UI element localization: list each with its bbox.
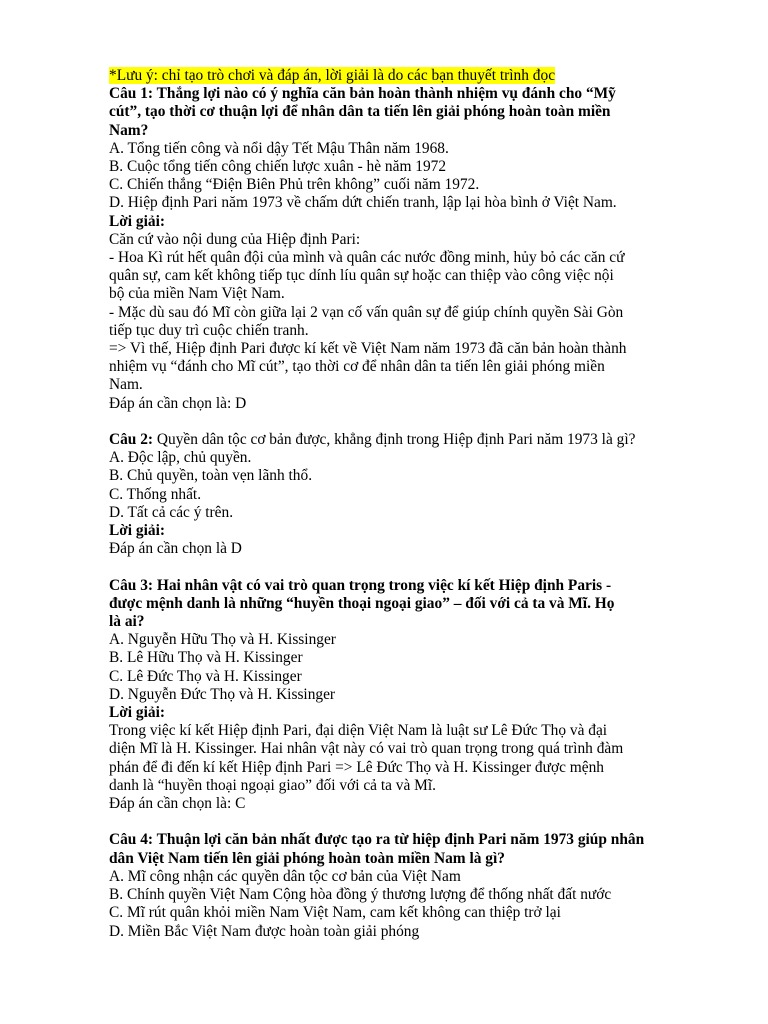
answer-option: A. Độc lập, chủ quyền.: [109, 449, 252, 467]
answer-option: B. Lê Hữu Thọ và H. Kissinger: [109, 649, 303, 667]
question-text: là ai?: [109, 613, 145, 631]
solution-text: phán để đi đến kí kết Hiệp định Pari => Lê Đức Thọ và H. Kissinger được mệnh: [109, 758, 604, 776]
answer-option: B. Chủ quyền, toàn vẹn lãnh thổ.: [109, 467, 313, 485]
solution-text: bộ của miền Nam Việt Nam.: [109, 285, 285, 303]
question-line: [109, 431, 709, 449]
question-text: Thuận lợi căn bản nhất được tạo ra từ hiệp định Pari năm 1973 giúp nhân: [153, 831, 645, 849]
question-block: [109, 831, 709, 940]
solution-text: => Vì thế, Hiệp định Pari được kí kết về Việt Nam năm 1973 đã căn bản hoàn thành: [109, 340, 627, 358]
solution-text: quân sự, cam kết không tiếp tục dính líu quân sự hoặc can thiệp vào công việc nội: [109, 267, 614, 285]
question-line: [109, 577, 709, 595]
answer-option: D. Hiệp định Pari năm 1973 về chấm dứt chiến tranh, lập lại hòa bình ở Việt Nam.: [109, 194, 617, 212]
spacer: [109, 558, 709, 576]
solution-text: diện Mĩ là H. Kissinger. Hai nhân vật này có vai trò quan trọng trong quá trình đàm: [109, 740, 624, 758]
question-label: Câu 1:: [109, 85, 154, 103]
question-block: [109, 85, 709, 413]
spacer: [109, 413, 709, 431]
question-text: Nam?: [109, 121, 149, 139]
question-text: dân Việt Nam tiến lên giải phóng hoàn toàn miền Nam là gì?: [109, 849, 505, 867]
solution-heading: Lời giải:: [109, 522, 165, 540]
question-text: cút”, tạo thời cơ thuận lợi để nhân dân ta tiến lên giải phóng hoàn toàn miền: [109, 103, 611, 121]
question-text: được mệnh danh là những “huyền thoại ngoại giao” – đối với cả ta và Mĩ. Họ: [109, 594, 615, 612]
correct-answer: Đáp án cần chọn là: C: [109, 795, 246, 813]
answer-option: C. Lê Đức Thọ và H. Kissinger: [109, 667, 302, 685]
solution-text: Nam.: [109, 376, 143, 394]
question-block: [109, 577, 709, 814]
solution-text: danh là “huyền thoại ngoại giao” đối với cả ta và Mĩ.: [109, 776, 436, 794]
answer-option: D. Nguyễn Đức Thọ và H. Kissinger: [109, 685, 336, 703]
question-text: Thắng lợi nào có ý nghĩa căn bản hoàn thành nhiệm vụ đánh cho “Mỹ: [153, 85, 616, 103]
solution-text: Trong việc kí kết Hiệp định Pari, đại diện Việt Nam là luật sư Lê Đức Thọ và đại: [109, 722, 608, 740]
note-line: [109, 67, 709, 85]
question-label: Câu 3:: [109, 576, 154, 594]
question-label: Câu 2:: [109, 431, 154, 449]
correct-answer: Đáp án cần chọn là D: [109, 540, 242, 558]
solution-text: - Hoa Kì rút hết quân đội của mình và quân các nước đồng minh, hủy bỏ các căn cứ: [109, 249, 625, 267]
solution-heading: Lời giải:: [109, 212, 165, 230]
question-line: [109, 831, 709, 849]
solution-text: nhiệm vụ “đánh cho Mĩ cút”, tạo thời cơ để nhân dân ta tiến lên giải phóng miền: [109, 358, 605, 376]
question-line: [109, 85, 709, 103]
answer-option: D. Miền Bắc Việt Nam được hoàn toàn giải phóng: [109, 922, 420, 940]
question-text: Quyền dân tộc cơ bản được, khẳng định trong Hiệp định Pari năm 1973 là gì?: [153, 431, 636, 449]
question-label: Câu 4:: [109, 831, 154, 849]
answer-option: C. Chiến thắng “Điện Biên Phủ trên không” cuối năm 1972.: [109, 176, 480, 194]
answer-option: D. Tất cả các ý trên.: [109, 503, 234, 521]
document-page: [109, 67, 709, 941]
correct-answer: Đáp án cần chọn là: D: [109, 394, 247, 412]
answer-option: A. Mĩ công nhận các quyền dân tộc cơ bản của Việt Nam: [109, 867, 461, 885]
solution-text: - Mặc dù sau đó Mĩ còn giữa lại 2 vạn cố vấn quân sự để giúp chính quyền Sài Gòn: [109, 303, 624, 321]
solution-text: tiếp tục duy trì cuộc chiến tranh.: [109, 321, 309, 339]
note-highlight: *Lưu ý: chỉ tạo trò chơi và đáp án, lời giải là do các bạn thuyết trình đọc: [109, 67, 556, 84]
answer-option: B. Cuộc tổng tiến công chiến lược xuân - hè năm 1972: [109, 158, 447, 176]
question-block: [109, 431, 709, 558]
solution-heading: Lời giải:: [109, 704, 165, 722]
answer-option: A. Tổng tiến công và nổi dậy Tết Mậu Thân năm 1968.: [109, 139, 449, 157]
answer-option: B. Chính quyền Việt Nam Cộng hòa đồng ý thương lượng để thống nhất đất nước: [109, 886, 612, 904]
answer-option: A. Nguyễn Hữu Thọ và H. Kissinger: [109, 631, 336, 649]
answer-option: C. Mĩ rút quân khỏi miền Nam Việt Nam, cam kết không can thiệp trở lại: [109, 904, 561, 922]
spacer: [109, 813, 709, 831]
answer-option: C. Thống nhất.: [109, 485, 202, 503]
solution-text: Căn cứ vào nội dung của Hiệp định Pari:: [109, 230, 361, 248]
question-text: Hai nhân vật có vai trò quan trọng trong việc kí kết Hiệp định Paris -: [153, 576, 612, 594]
